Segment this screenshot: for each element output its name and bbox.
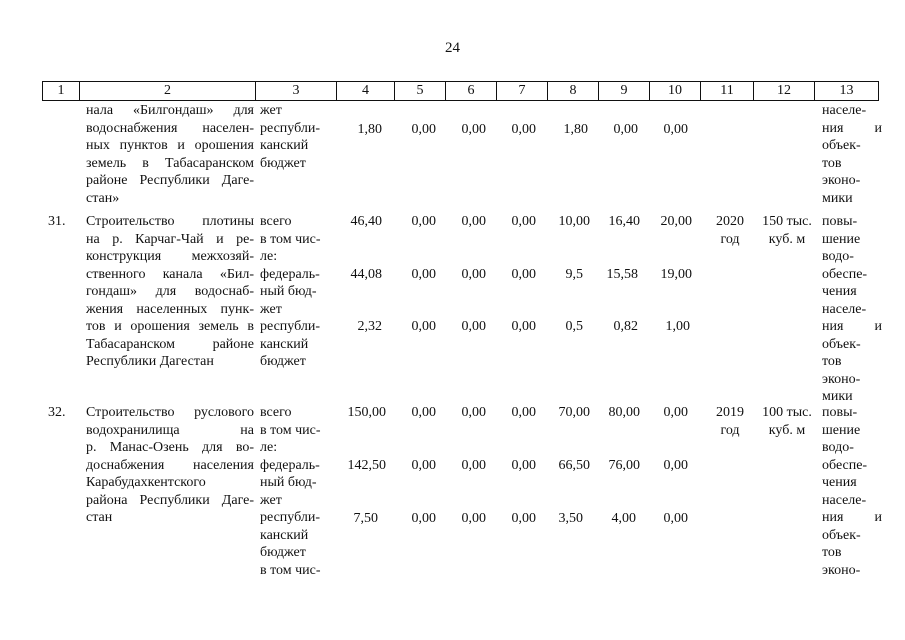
value-cell: 66,50 bbox=[558, 458, 590, 473]
goal-line: чения bbox=[822, 284, 857, 299]
funding-line: в том чис- bbox=[260, 422, 321, 438]
description-line: водохранилища на bbox=[86, 422, 254, 438]
project-goal bbox=[822, 102, 882, 207]
funding-line: всего bbox=[260, 405, 292, 420]
value-total: 1,80 bbox=[357, 122, 382, 137]
description-line: конструкция межхозяй- bbox=[86, 249, 254, 264]
description-line: Табасаранском районе bbox=[86, 336, 254, 352]
value-cell: 20,00 bbox=[660, 214, 692, 229]
goal-line: населе- bbox=[822, 103, 867, 118]
funding-line: республи- bbox=[260, 510, 320, 525]
description-line: водоснабжения населен- bbox=[86, 120, 254, 136]
value-cell: 0,00 bbox=[411, 511, 436, 526]
description-line: доснабжения населения bbox=[86, 457, 254, 473]
goal-line: обеспе- bbox=[822, 266, 868, 282]
value-cell: 0,00 bbox=[411, 458, 436, 473]
completion-year: 2019 год bbox=[716, 405, 744, 438]
value-cell: 15,58 bbox=[606, 267, 638, 282]
description-line: гондаш» для водоснаб- bbox=[86, 284, 254, 299]
column-header: 8 bbox=[548, 82, 599, 101]
funding-source bbox=[260, 213, 332, 371]
funding-line: ный бюд- bbox=[260, 475, 317, 490]
funding-line: бюджет bbox=[260, 155, 306, 171]
value-cell: 0,00 bbox=[511, 122, 536, 137]
goal-line: мики bbox=[822, 190, 853, 206]
funding-line: жет bbox=[260, 492, 282, 508]
column-header: 2 bbox=[80, 82, 256, 101]
description-line: жения населенных пунк- bbox=[86, 301, 254, 317]
value-cell: 19,00 bbox=[660, 267, 692, 282]
column-header: 12 bbox=[754, 82, 815, 101]
value-cell: 4,00 bbox=[611, 511, 636, 526]
goal-line: ния и bbox=[822, 319, 882, 334]
funding-line: в том чис- bbox=[260, 562, 321, 578]
funding-line: ле: bbox=[260, 249, 278, 264]
column-header: 3 bbox=[256, 82, 337, 101]
goal-line: водо- bbox=[822, 440, 854, 455]
value-cell: 0,00 bbox=[411, 267, 436, 282]
goal-line: шение bbox=[822, 422, 861, 438]
project-description bbox=[86, 102, 254, 207]
goal-line: эконо- bbox=[822, 371, 861, 387]
description-line: ных пунктов и орошения bbox=[86, 138, 254, 153]
value-total: 150,00 bbox=[347, 405, 386, 420]
value-cell: 0,00 bbox=[461, 405, 486, 420]
value-cell: 0,82 bbox=[613, 319, 638, 334]
funding-line: канский bbox=[260, 527, 309, 543]
goal-line: тов bbox=[822, 354, 842, 369]
goal-line: ния и bbox=[822, 120, 882, 136]
goal-line: объек- bbox=[822, 138, 861, 153]
funding-source bbox=[260, 404, 332, 579]
value-cell: 10,00 bbox=[558, 214, 590, 229]
value-cell: 0,00 bbox=[411, 122, 436, 137]
funding-line: ле: bbox=[260, 440, 278, 455]
value-cell: 0,00 bbox=[511, 319, 536, 334]
page-number: 24 bbox=[445, 40, 460, 56]
funding-source bbox=[260, 102, 332, 172]
value-cell: 0,00 bbox=[461, 214, 486, 229]
description-line: р. Манас-Озень для во- bbox=[86, 440, 254, 455]
value-total: 44,08 bbox=[350, 267, 382, 282]
funding-line: ный бюд- bbox=[260, 284, 317, 299]
description-line: ственного канала «Бил- bbox=[86, 266, 254, 282]
value-cell: 0,00 bbox=[663, 122, 688, 137]
column-header: 1 bbox=[43, 82, 80, 101]
value-cell: 0,00 bbox=[461, 511, 486, 526]
funding-line: республи- bbox=[260, 120, 320, 136]
funding-line: бюджет bbox=[260, 354, 306, 369]
goal-line: шение bbox=[822, 231, 861, 247]
value-cell: 0,00 bbox=[613, 122, 638, 137]
value-cell: 0,00 bbox=[663, 511, 688, 526]
capacity: 100 тыс. куб. м bbox=[762, 405, 812, 438]
project-goal bbox=[822, 404, 882, 579]
funding-line: жет bbox=[260, 103, 282, 118]
column-header-row bbox=[42, 81, 879, 101]
column-header: 4 bbox=[337, 82, 395, 101]
value-total: 142,50 bbox=[347, 458, 386, 473]
project-description bbox=[86, 404, 254, 527]
funding-line: федераль- bbox=[260, 457, 320, 473]
capacity: 150 тыс. куб. м bbox=[762, 214, 812, 247]
goal-line: населе- bbox=[822, 492, 867, 508]
goal-line: чения bbox=[822, 475, 857, 490]
description-line: районе Республики Даге- bbox=[86, 173, 254, 188]
column-header: 9 bbox=[599, 82, 650, 101]
row-number: 31. bbox=[48, 214, 66, 229]
value-cell: 0,00 bbox=[461, 267, 486, 282]
column-header: 6 bbox=[446, 82, 497, 101]
value-cell: 0,00 bbox=[663, 405, 688, 420]
value-total: 2,32 bbox=[357, 319, 382, 334]
value-cell: 0,00 bbox=[511, 511, 536, 526]
value-total: 7,50 bbox=[353, 511, 378, 526]
description-line: земель в Табасаранском bbox=[86, 155, 254, 171]
goal-line: тов bbox=[822, 155, 842, 171]
description-line: стан» bbox=[86, 190, 120, 206]
value-cell: 1,00 bbox=[665, 319, 690, 334]
description-line: Карабудахкентского bbox=[86, 475, 206, 490]
value-cell: 16,40 bbox=[608, 214, 640, 229]
value-total: 46,40 bbox=[350, 214, 382, 229]
funding-line: всего bbox=[260, 214, 292, 229]
description-line: тов и орошения земель в bbox=[86, 319, 254, 334]
column-header: 10 bbox=[650, 82, 701, 101]
goal-line: мики bbox=[822, 389, 853, 404]
value-cell: 0,00 bbox=[663, 458, 688, 473]
column-header: 13 bbox=[815, 82, 879, 101]
goal-line: повы- bbox=[822, 214, 858, 229]
value-cell: 80,00 bbox=[608, 405, 640, 420]
goal-line: повы- bbox=[822, 405, 858, 420]
funding-line: жет bbox=[260, 301, 282, 317]
completion-year: 2020 год bbox=[716, 214, 744, 247]
goal-line: объек- bbox=[822, 336, 861, 352]
goal-line: эконо- bbox=[822, 173, 861, 188]
value-cell: 0,00 bbox=[411, 405, 436, 420]
goal-line: эконо- bbox=[822, 562, 861, 578]
column-header: 7 bbox=[497, 82, 548, 101]
goal-line: водо- bbox=[822, 249, 854, 264]
funding-line: канский bbox=[260, 138, 309, 153]
row-number: 32. bbox=[48, 405, 66, 420]
value-cell: 0,00 bbox=[511, 405, 536, 420]
project-description bbox=[86, 213, 254, 371]
goal-line: объек- bbox=[822, 527, 861, 543]
funding-line: в том чис- bbox=[260, 231, 321, 247]
goal-line: ния и bbox=[822, 510, 882, 525]
goal-line: обеспе- bbox=[822, 457, 868, 473]
value-cell: 0,00 bbox=[411, 214, 436, 229]
description-line: на р. Карчаг-Чай и ре- bbox=[86, 231, 254, 247]
column-header: 11 bbox=[701, 82, 754, 101]
value-cell: 76,00 bbox=[608, 458, 640, 473]
funding-line: бюджет bbox=[260, 545, 306, 560]
value-cell: 0,00 bbox=[511, 214, 536, 229]
value-cell: 0,00 bbox=[511, 458, 536, 473]
goal-line: населе- bbox=[822, 301, 867, 317]
description-line: нала «Билгондаш» для bbox=[86, 103, 254, 118]
value-cell: 0,00 bbox=[411, 319, 436, 334]
column-header: 5 bbox=[395, 82, 446, 101]
value-cell: 0,00 bbox=[461, 122, 486, 137]
value-cell: 1,80 bbox=[563, 122, 588, 137]
goal-line: тов bbox=[822, 545, 842, 560]
funding-line: канский bbox=[260, 336, 309, 352]
value-cell: 0,00 bbox=[461, 458, 486, 473]
description-line: Строительство плотины bbox=[86, 214, 254, 229]
value-cell: 0,00 bbox=[511, 267, 536, 282]
value-cell: 9,5 bbox=[565, 267, 583, 282]
description-line: Строительство руслового bbox=[86, 405, 254, 420]
funding-line: федераль- bbox=[260, 266, 320, 282]
value-cell: 0,00 bbox=[461, 319, 486, 334]
value-cell: 70,00 bbox=[558, 405, 590, 420]
funding-line: республи- bbox=[260, 319, 320, 334]
description-line: Республики Дагестан bbox=[86, 354, 214, 369]
value-cell: 0,5 bbox=[565, 319, 583, 334]
value-cell: 3,50 bbox=[558, 511, 583, 526]
project-goal bbox=[822, 213, 882, 406]
description-line: района Республики Даге- bbox=[86, 492, 254, 508]
description-line: стан bbox=[86, 510, 113, 525]
